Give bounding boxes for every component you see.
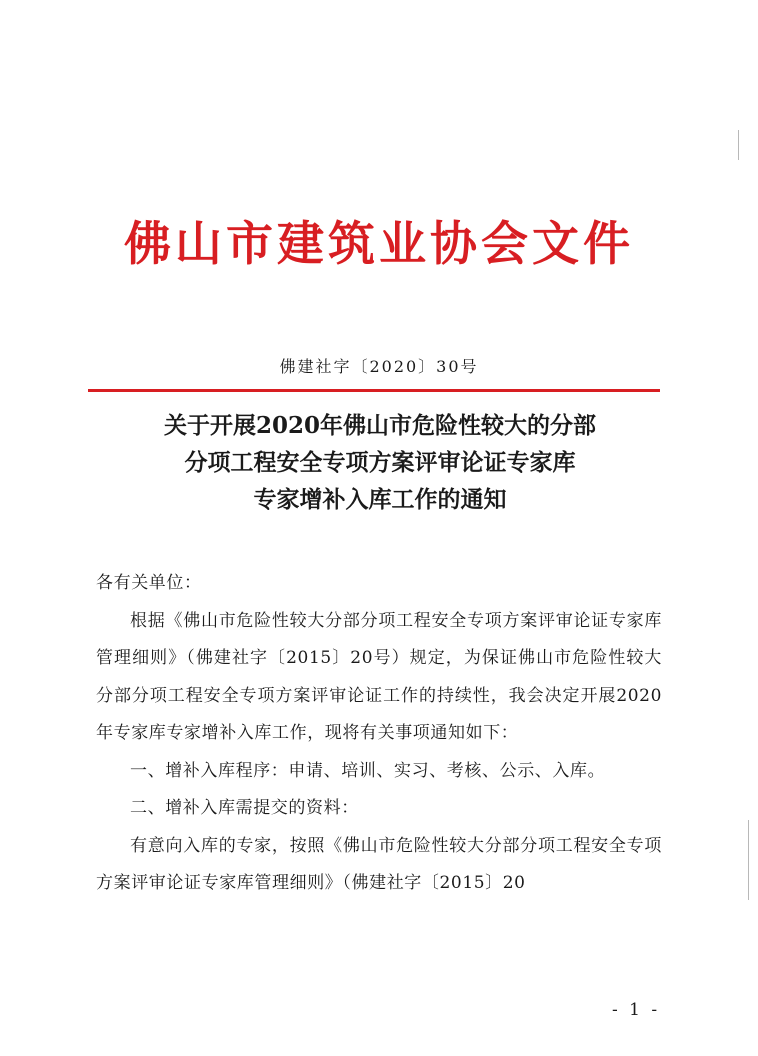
document-number: 佛建社字〔2020〕30号 — [279, 357, 479, 376]
scan-artifact-line — [748, 820, 749, 900]
org-header-title: 佛山市建筑业协会文件 — [124, 217, 634, 272]
notice-title-line: 关于开展2020年佛山市危险性较大的分部 — [163, 412, 596, 439]
body-paragraph: 根据《佛山市危险性较大分部分项工程安全专项方案评审论证专家库管理细则》（佛建社字〔2015〕20号）规定，为保证佛山市危险性较大分部分项工程安全专项方案评审论证工作的持续性，我会决定开展2020年专家库专家增补入库工作，现将有关事项通知如下： — [96, 610, 662, 743]
red-separator-rule — [88, 389, 660, 392]
page-number: - 1 - — [612, 1000, 661, 1020]
salutation: 各有关单位： — [96, 573, 202, 593]
notice-title-line: 专家增补入库工作的通知 — [253, 486, 507, 513]
notice-title-line: 分项工程安全专项方案评审论证专家库 — [184, 449, 576, 476]
scan-artifact-line — [738, 130, 739, 160]
list-item: 一、增补入库程序：申请、培训、实习、考核、公示、入库。 — [130, 760, 606, 781]
list-item: 二、增补入库需提交的资料： — [130, 798, 359, 818]
notice-title — [60, 407, 700, 518]
notice-body — [96, 565, 662, 903]
body-paragraph: 有意向入库的专家，按照《佛山市危险性较大分部分项工程安全专项方案评审论证专家库管理细则》（佛建社字〔2015〕20 — [96, 835, 662, 893]
